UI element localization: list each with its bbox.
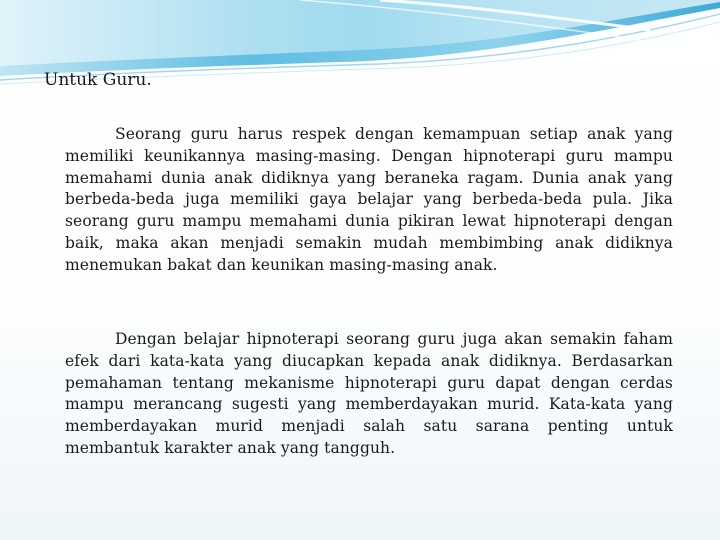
slide-heading: Untuk Guru. bbox=[44, 70, 152, 90]
paragraph-2: Dengan belajar hipnoterapi seorang guru juga akan semakin faham efek dari kata-kata yang diucapkan kepada anak didiknya. Berdasarkan pemahaman tentang mekanisme hipnoterapi guru dapat dengan cerdas mampu merancang sugesti yang memberdayakan murid. Kata-kata yang memberdayakan murid menjadi salah satu sarana penting untuk membantuk karakter anak yang tangguh. bbox=[65, 330, 673, 457]
paragraph-1: Seorang guru harus respek dengan kemampuan setiap anak yang memiliki keunikannya masing-masing. Dengan hipnoterapi guru mampu memahami dunia anak didiknya yang beraneka ragam. Dunia anak yang berbeda-beda juga memiliki gaya belajar yang berbeda-beda pula. Jika seorang guru mampu memahami dunia pikiran lewat hipnoterapi dengan baik, maka akan menjadi semakin mudah membimbing anak didiknya menemukan bakat dan keunikan masing-masing anak. bbox=[65, 125, 673, 274]
